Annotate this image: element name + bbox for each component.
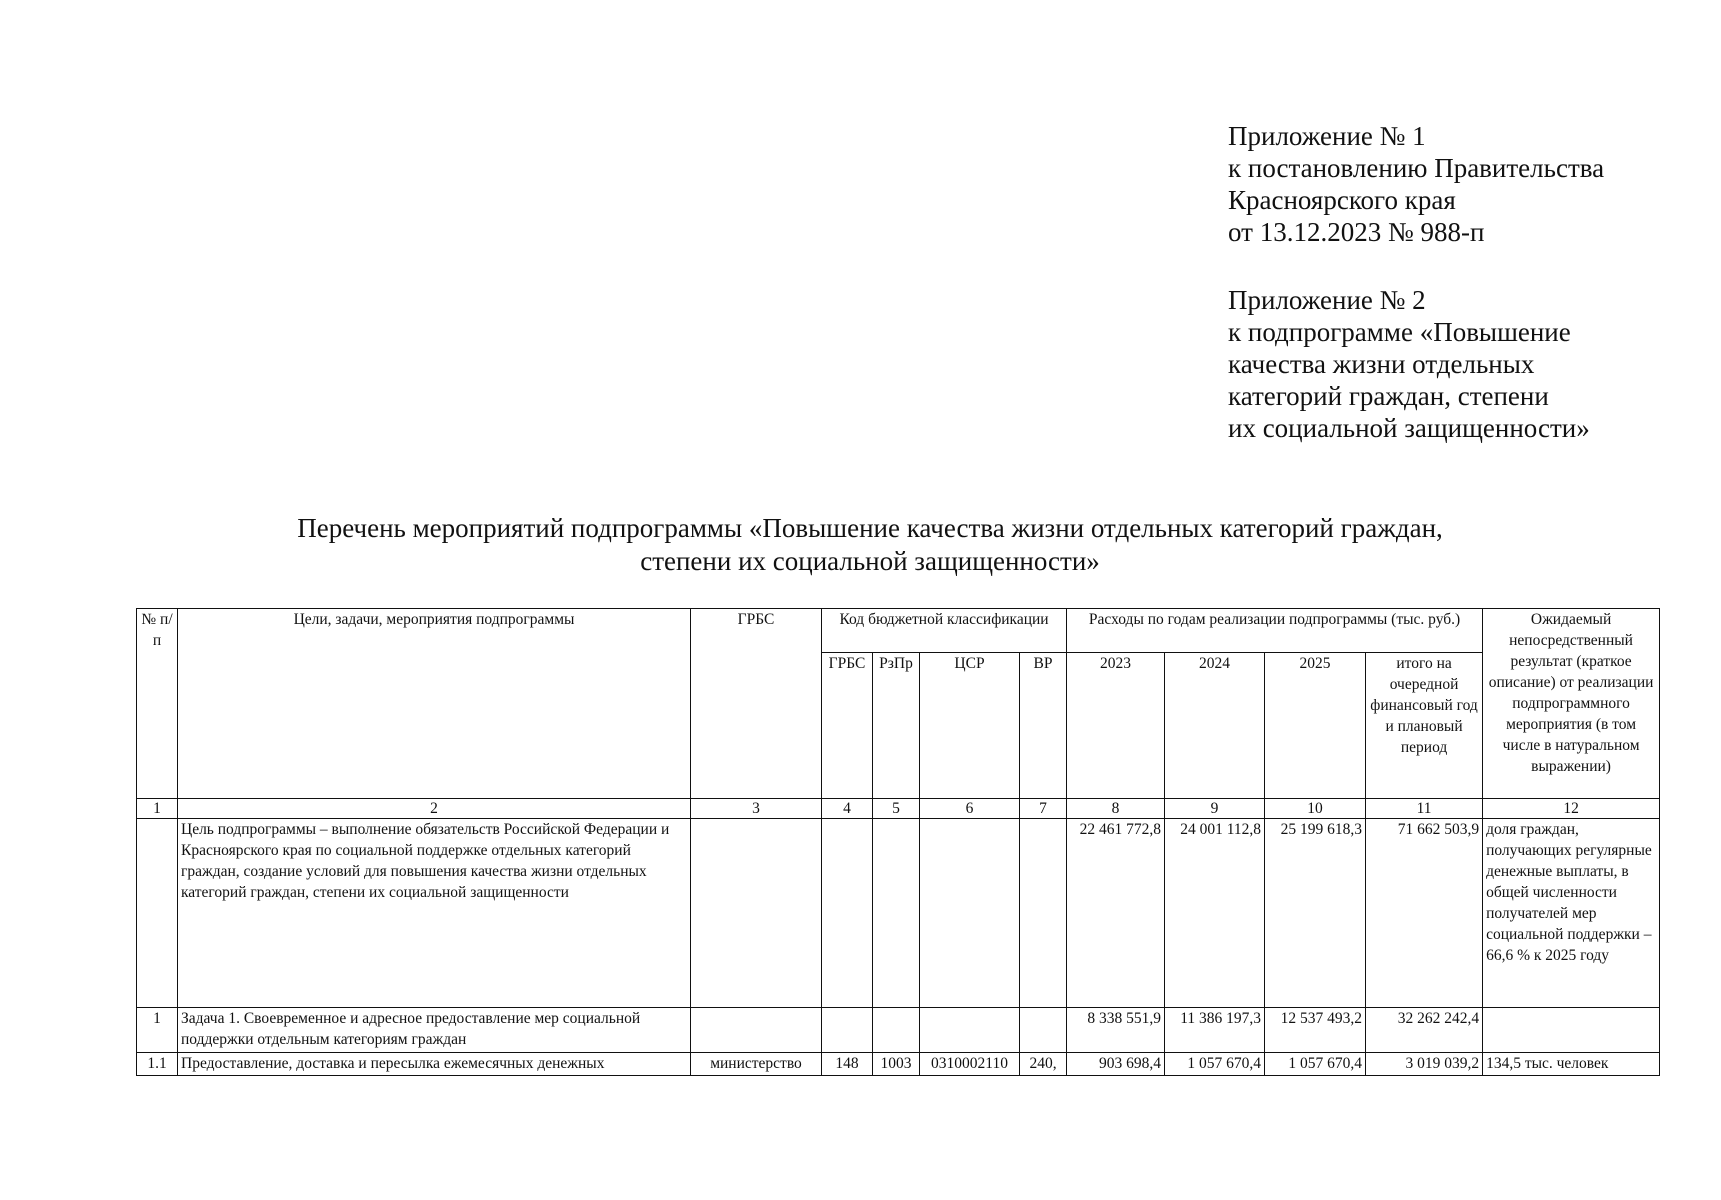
header-num: № п/п	[137, 609, 178, 799]
task-num: 1	[137, 1008, 178, 1053]
goal-csr	[920, 819, 1020, 1008]
appendix-2-line: категорий граждан, степени	[1228, 381, 1549, 411]
column-number: 11	[1366, 799, 1483, 819]
measure-row	[137, 1053, 1660, 1076]
header-2025: 2025	[1265, 653, 1366, 799]
goal-2024: 24 001 112,8	[1165, 819, 1265, 1008]
appendix-2-line: к подпрограмме «Повышение	[1228, 317, 1571, 347]
measure-num: 1.1	[137, 1053, 178, 1076]
measure-rzpr: 1003	[873, 1053, 920, 1076]
goal-text: Цель подпрограммы – выполнение обязательств Российской Федерации и Красноярского края по социальной поддержке отдельных категорий граждан, создание условий для повышения качества жизни отдельных категорий граждан, степени их социальной защищенности	[178, 819, 691, 1008]
task-2023: 8 338 551,9	[1067, 1008, 1165, 1053]
appendix-1-line: Красноярского края	[1228, 185, 1456, 215]
column-number: 8	[1067, 799, 1165, 819]
appendix-1-line: Приложение № 1	[1228, 121, 1426, 151]
measure-vr: 240,	[1020, 1053, 1067, 1076]
header-total: итого на очередной финансовый год и плановый период	[1366, 653, 1483, 799]
measure-csr: 0310002110	[920, 1053, 1020, 1076]
goal-row	[137, 819, 1660, 1008]
measure-2023: 903 698,4	[1067, 1053, 1165, 1076]
measure-2025: 1 057 670,4	[1265, 1053, 1366, 1076]
document-title-line-2: степени их социальной защищенности»	[640, 546, 1100, 576]
column-number: 1	[137, 799, 178, 819]
column-number-row	[137, 799, 1660, 819]
goal-2023: 22 461 772,8	[1067, 819, 1165, 1008]
column-number: 10	[1265, 799, 1366, 819]
header-kbk-grbs: ГРБС	[822, 653, 873, 799]
header-2024: 2024	[1165, 653, 1265, 799]
goal-result: доля граждан, получающих регулярные денежные выплаты, в общей численности получателей мер социальной поддержки – 66,6 % к 2025 году	[1483, 819, 1660, 1008]
header-expenses: Расходы по годам реализации подпрограммы (тыс. руб.)	[1067, 609, 1483, 653]
appendix-2-line: Приложение № 2	[1228, 285, 1426, 315]
column-number: 5	[873, 799, 920, 819]
appendix-2-line: качества жизни отдельных	[1228, 349, 1535, 379]
header-grbs: ГРБС	[691, 609, 822, 799]
appendix-2-block	[1228, 284, 1590, 444]
task-2024: 11 386 197,3	[1165, 1008, 1265, 1053]
header-csr: ЦСР	[920, 653, 1020, 799]
header-row-1	[137, 609, 1660, 653]
task-grbs	[691, 1008, 822, 1053]
task-csr	[920, 1008, 1020, 1053]
appendix-2-line: их социальной защищенности»	[1228, 413, 1590, 443]
goal-vr	[1020, 819, 1067, 1008]
measure-total: 3 019 039,2	[1366, 1053, 1483, 1076]
goal-2025: 25 199 618,3	[1265, 819, 1366, 1008]
measures-table	[136, 608, 1660, 1076]
goal-rzpr	[873, 819, 920, 1008]
column-number: 7	[1020, 799, 1067, 819]
document-title	[120, 512, 1620, 578]
measure-result: 134,5 тыс. человек	[1483, 1053, 1660, 1076]
header-vr: ВР	[1020, 653, 1067, 799]
task-rzpr	[873, 1008, 920, 1053]
task-2025: 12 537 493,2	[1265, 1008, 1366, 1053]
appendix-1-line: к постановлению Правительства	[1228, 153, 1605, 183]
appendix-1-block	[1228, 120, 1604, 248]
header-kbk: Код бюджетной классификации	[822, 609, 1067, 653]
column-number: 6	[920, 799, 1020, 819]
measure-grbs: министерство	[691, 1053, 822, 1076]
column-number: 3	[691, 799, 822, 819]
task-result	[1483, 1008, 1660, 1053]
measure-text: Предоставление, доставка и пересылка ежемесячных денежных	[178, 1053, 691, 1076]
goal-kbk-grbs	[822, 819, 873, 1008]
task-vr	[1020, 1008, 1067, 1053]
header-goals: Цели, задачи, мероприятия подпрограммы	[178, 609, 691, 799]
task-row	[137, 1008, 1660, 1053]
appendix-1-line: от 13.12.2023 № 988-п	[1228, 217, 1485, 247]
column-number: 2	[178, 799, 691, 819]
goal-num	[137, 819, 178, 1008]
measure-2024: 1 057 670,4	[1165, 1053, 1265, 1076]
column-number: 4	[822, 799, 873, 819]
task-kbk-grbs	[822, 1008, 873, 1053]
document-title-line-1: Перечень мероприятий подпрограммы «Повышение качества жизни отдельных категорий граждан,	[297, 513, 1443, 543]
header-2023: 2023	[1067, 653, 1165, 799]
header-result: Ожидаемый непосредственный результат (краткое описание) от реализации подпрограммного мероприятия (в том числе в натуральном выражении)	[1483, 609, 1660, 799]
task-text: Задача 1. Своевременное и адресное предоставление мер социальной поддержки отдельным категориям граждан	[178, 1008, 691, 1053]
goal-total: 71 662 503,9	[1366, 819, 1483, 1008]
column-number: 9	[1165, 799, 1265, 819]
goal-grbs	[691, 819, 822, 1008]
measure-kbk-grbs: 148	[822, 1053, 873, 1076]
header-rzpr: РзПр	[873, 653, 920, 799]
column-number: 12	[1483, 799, 1660, 819]
task-total: 32 262 242,4	[1366, 1008, 1483, 1053]
